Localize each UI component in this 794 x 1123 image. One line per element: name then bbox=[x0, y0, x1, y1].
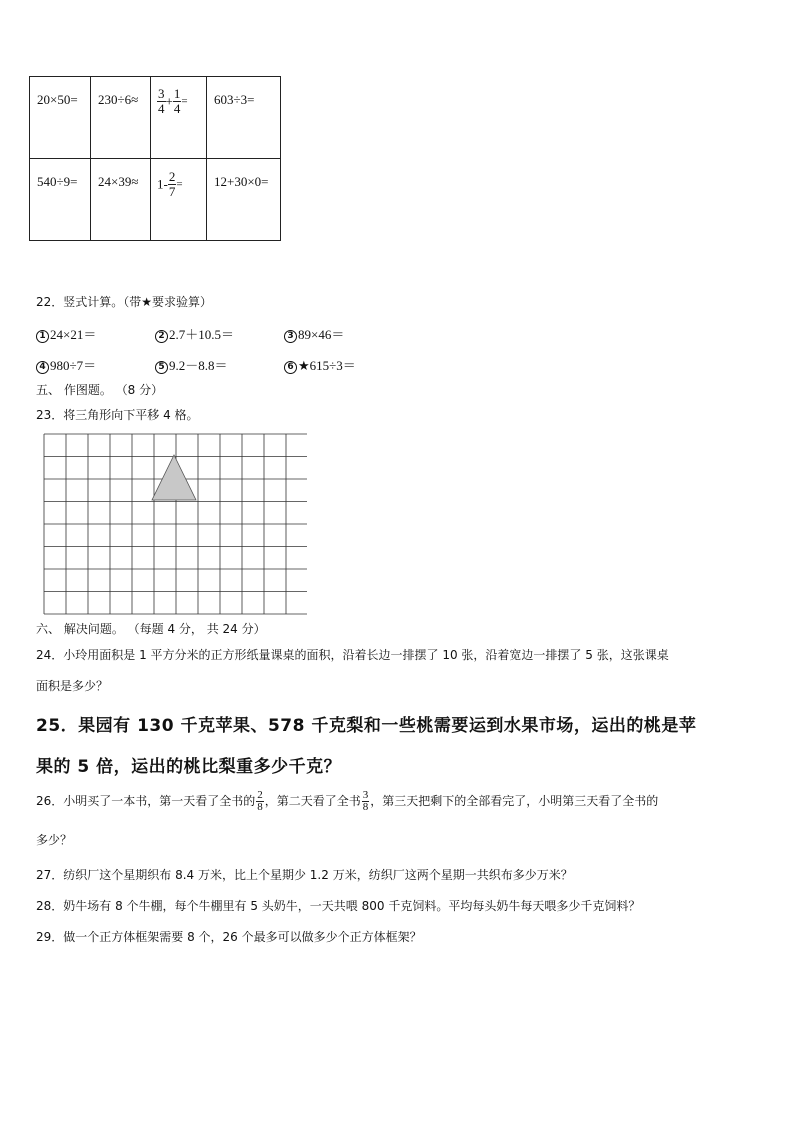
q26-line2: 多少？ bbox=[36, 833, 73, 847]
q22-item: 5 9.2－8.8＝ bbox=[155, 355, 228, 374]
q22-item: 4 980÷7＝ bbox=[36, 355, 96, 374]
q24-line1: 24．小玲用面积是 1 平方分米的正方形纸量课桌的面积，沿着长边一排摆了 10 张，沿着宽边一排摆了 5 张，这张课桌 bbox=[36, 648, 669, 662]
q26-line1: 26．小明买了一本书，第一天看了全书的 $\frac{2}{8}$ ，第二天看了全书 $\frac{3}{8}$ ，第三天把剩下的全部看完了，小明第三天看了全书的 bbox=[36, 789, 659, 813]
q22-item: 1 24×21＝ bbox=[36, 324, 96, 343]
q23-text: 23．将三角形向下平移 4 格。 bbox=[36, 408, 199, 422]
q22-title: 22．竖式计算。（带★要求验算） bbox=[36, 295, 213, 309]
calc-cell: 20×50= bbox=[30, 77, 91, 159]
section-five-heading: 五、 作图题。 （8 分） bbox=[36, 383, 164, 397]
section-six-heading: 六、 解决问题。 （每题 4 分， 共 24 分） bbox=[36, 622, 266, 636]
q27-text: 27．纺织厂这个星期织布 8.4 万米，比上个星期少 1.2 万米，纺织厂这两个星期一共织布多少万米？ bbox=[36, 868, 573, 882]
gray-triangle bbox=[152, 455, 196, 500]
q22-item: 6 ★615÷3＝ bbox=[284, 355, 356, 374]
calc-cell: 230÷6≈ bbox=[91, 77, 151, 159]
q25-line2: 果的 5 倍，运出的桃比梨重多少千克？ bbox=[36, 757, 342, 777]
q29-text: 29．做一个正方体框架需要 8 个，26 个最多可以做多少个正方体框架？ bbox=[36, 930, 422, 944]
q22-item: 3 89×46＝ bbox=[284, 324, 344, 343]
q25-line1: 25．果园有 130 千克苹果、578 千克梨和一些桃需要运到水果市场，运出的桃是苹 bbox=[36, 716, 697, 736]
oral-calc-table bbox=[29, 76, 281, 241]
calc-cell: 603÷3= bbox=[207, 77, 281, 159]
calc-cell: 540÷9= bbox=[30, 159, 91, 241]
square-grid bbox=[43, 433, 307, 615]
calc-cell: 12+30×0= bbox=[207, 159, 281, 241]
calc-cell: 24×39≈ bbox=[91, 159, 151, 241]
q24-line2: 面积是多少？ bbox=[36, 679, 109, 693]
calc-cell-fraction: $\frac{3}{4}$ + $\frac{1}{4}$ = bbox=[151, 77, 207, 159]
q22-item: 2 2.7＋10.5＝ bbox=[155, 324, 234, 343]
q28-text: 28．奶牛场有 8 个牛棚，每个牛棚里有 5 头奶牛，一天共喂 800 千克饲料。平均每头奶牛每天喂多少千克饲料？ bbox=[36, 899, 641, 913]
calc-cell-fraction: 1- $\frac{2}{7}$ = bbox=[151, 159, 207, 241]
